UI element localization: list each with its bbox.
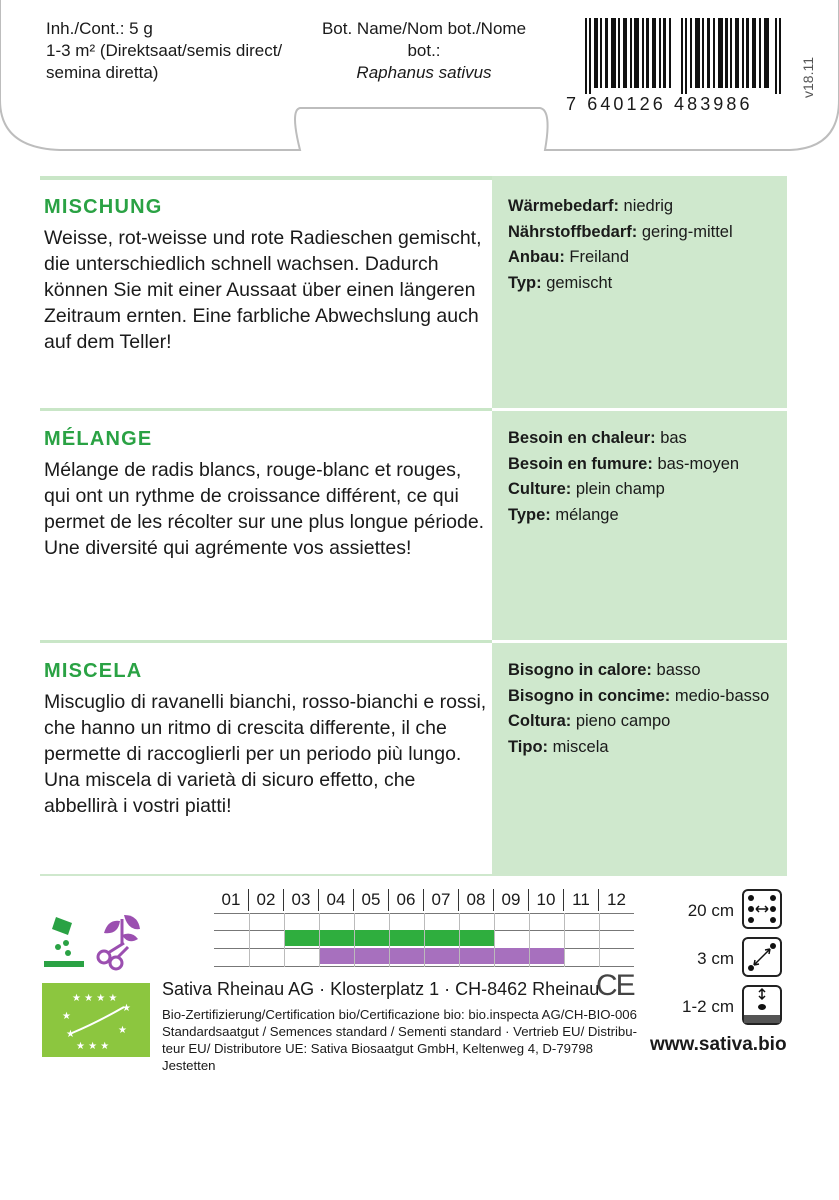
cert-line: teur EU/ Distributore UE: Sativa Biosaatgut GmbH, Keltenweg 4, D-79798 Jestetten [162, 1041, 593, 1073]
month-label: 06 [389, 889, 424, 911]
content-line: Inh./Cont.: 5 g [46, 19, 153, 38]
calendar-months [214, 889, 634, 911]
content-line: 1-3 m² (Direktsaat/semis direct/ [46, 41, 283, 60]
cert-line: Standardsaatgut / Semences standard / Sementi standard · Vertrieb EU/ Distribu- [162, 1024, 637, 1039]
fact-row: Besoin en fumure: bas-moyen [508, 454, 740, 473]
divider [40, 640, 492, 643]
botanical-name-label: Bot. Name/Nom bot./Nome bot.: [321, 19, 527, 60]
botanical-name [308, 18, 540, 84]
grid-column-line [249, 913, 250, 967]
section-body-fr: Mélange de radis blancs, rouge-blanc et rouges, qui ont un rythme de croissance différent, ce qui permet de les récolter sur une plus longue période. Une diversité qui agrémente vos assiettes! [44, 459, 485, 559]
company-address: Sativa Rheinau AG · Klosterplatz 1 · CH-8462 Rheinau [162, 979, 600, 999]
content-info [46, 18, 282, 84]
facts-de [508, 194, 783, 296]
month-label: 01 [214, 889, 249, 911]
month-label: 10 [529, 889, 564, 911]
sowing-calendar [214, 889, 634, 911]
svg-text:★ ★ ★ ★: ★ ★ ★ ★ [72, 993, 118, 1004]
svg-text:★ ★ ★: ★ ★ ★ [76, 1041, 110, 1052]
month-label: 09 [494, 889, 529, 911]
cert-line: Bio-Zertifizierung/Certification bio/Certificazione bio: bio.inspecta AG/CH-BIO-006 [162, 1007, 637, 1022]
sowing-depth-text: 1-2 cm [682, 997, 734, 1016]
month-label: 04 [319, 889, 354, 911]
month-label: 07 [424, 889, 459, 911]
section-title-it: MISCELA [44, 660, 143, 682]
divider [492, 640, 787, 643]
facts-fr [508, 426, 783, 528]
month-label: 12 [607, 890, 626, 909]
fact-row: Type: mélange [508, 505, 619, 524]
eu-organic-logo [42, 983, 150, 1057]
section-title-fr: MÉLANGE [44, 428, 153, 450]
sowing-icon [42, 913, 86, 971]
divider [492, 408, 787, 411]
version-code: v18.11 [800, 57, 816, 98]
section-body-it: Miscuglio di ravanelli bianchi, rosso-bianchi e rossi, che hanno un ritmo di crescita differente, il che permette di raccoglierli per un periodo più lungo. Una miscela di varietà di sicuro effetto, che abbellirà i vostri piatti! [44, 691, 487, 817]
svg-text:★: ★ [66, 1029, 75, 1040]
fact-row: Nährstoffbedarf: gering-mittel [508, 222, 733, 241]
barcode [585, 18, 785, 94]
grid-column-line [599, 913, 600, 967]
harvest-icon [94, 911, 148, 971]
fact-row: Culture: plein champ [508, 480, 665, 498]
divider [40, 408, 492, 411]
fact-row: Besoin en chaleur: bas [508, 429, 687, 447]
botanical-name-value: Raphanus sativus [356, 63, 492, 82]
grid-column-line [529, 913, 530, 967]
grid-column-line [354, 913, 355, 967]
fact-row: Wärmebedarf: niedrig [508, 197, 674, 215]
grid-column-line [389, 913, 390, 967]
fact-row: Bisogno in concime: medio-basso [508, 686, 770, 705]
grid-column-line [319, 913, 320, 967]
fact-row: Bisogno in calore: basso [508, 661, 701, 679]
divider [40, 874, 787, 876]
month-label: 02 [249, 889, 284, 911]
plant-spacing-icon [742, 937, 782, 977]
harvest-period-bar [319, 948, 564, 964]
grid-column-line [284, 913, 285, 967]
section-title-de: MISCHUNG [44, 196, 163, 218]
row-spacing-text: 20 cm [687, 901, 734, 920]
plant-spacing-text: 3 cm [697, 949, 734, 968]
section-body-de: Weisse, rot-weisse und rote Radieschen gemischt, die unterschiedlich schnell wachsen. Dadurch können Sie mit einer Aussaat über einen längeren Zeitraum ernten. Eine farbliche Abwechslung auch auf dem Teller! [44, 227, 482, 353]
svg-text:★: ★ [118, 1025, 127, 1036]
month-label: 03 [284, 889, 319, 911]
grid-column-line [564, 913, 565, 967]
fact-row: Typ: gemischt [508, 273, 613, 292]
certification-text [162, 1006, 637, 1074]
month-label: 05 [354, 889, 389, 911]
month-label: 08 [459, 889, 494, 911]
grid-column-line [424, 913, 425, 967]
sowing-depth-icon [742, 985, 782, 1025]
facts-it [508, 658, 783, 760]
svg-text:★: ★ [122, 1003, 131, 1014]
ce-mark: CE [596, 969, 634, 1002]
content-line: semina diretta) [46, 63, 159, 82]
svg-text:★: ★ [62, 1011, 71, 1022]
grid-column-line [494, 913, 495, 967]
row-spacing-icon [742, 889, 782, 929]
calendar-grid [214, 913, 634, 959]
fact-row: Anbau: Freiland [508, 248, 630, 266]
barcode-number: 7 640126 483986 [566, 94, 753, 114]
grid-column-line [459, 913, 460, 967]
fact-row: Coltura: pieno campo [508, 712, 671, 730]
fact-row: Tipo: miscela [508, 737, 609, 756]
website-link[interactable]: www.sativa.bio [650, 1034, 787, 1055]
month-label: 11 [564, 889, 599, 911]
